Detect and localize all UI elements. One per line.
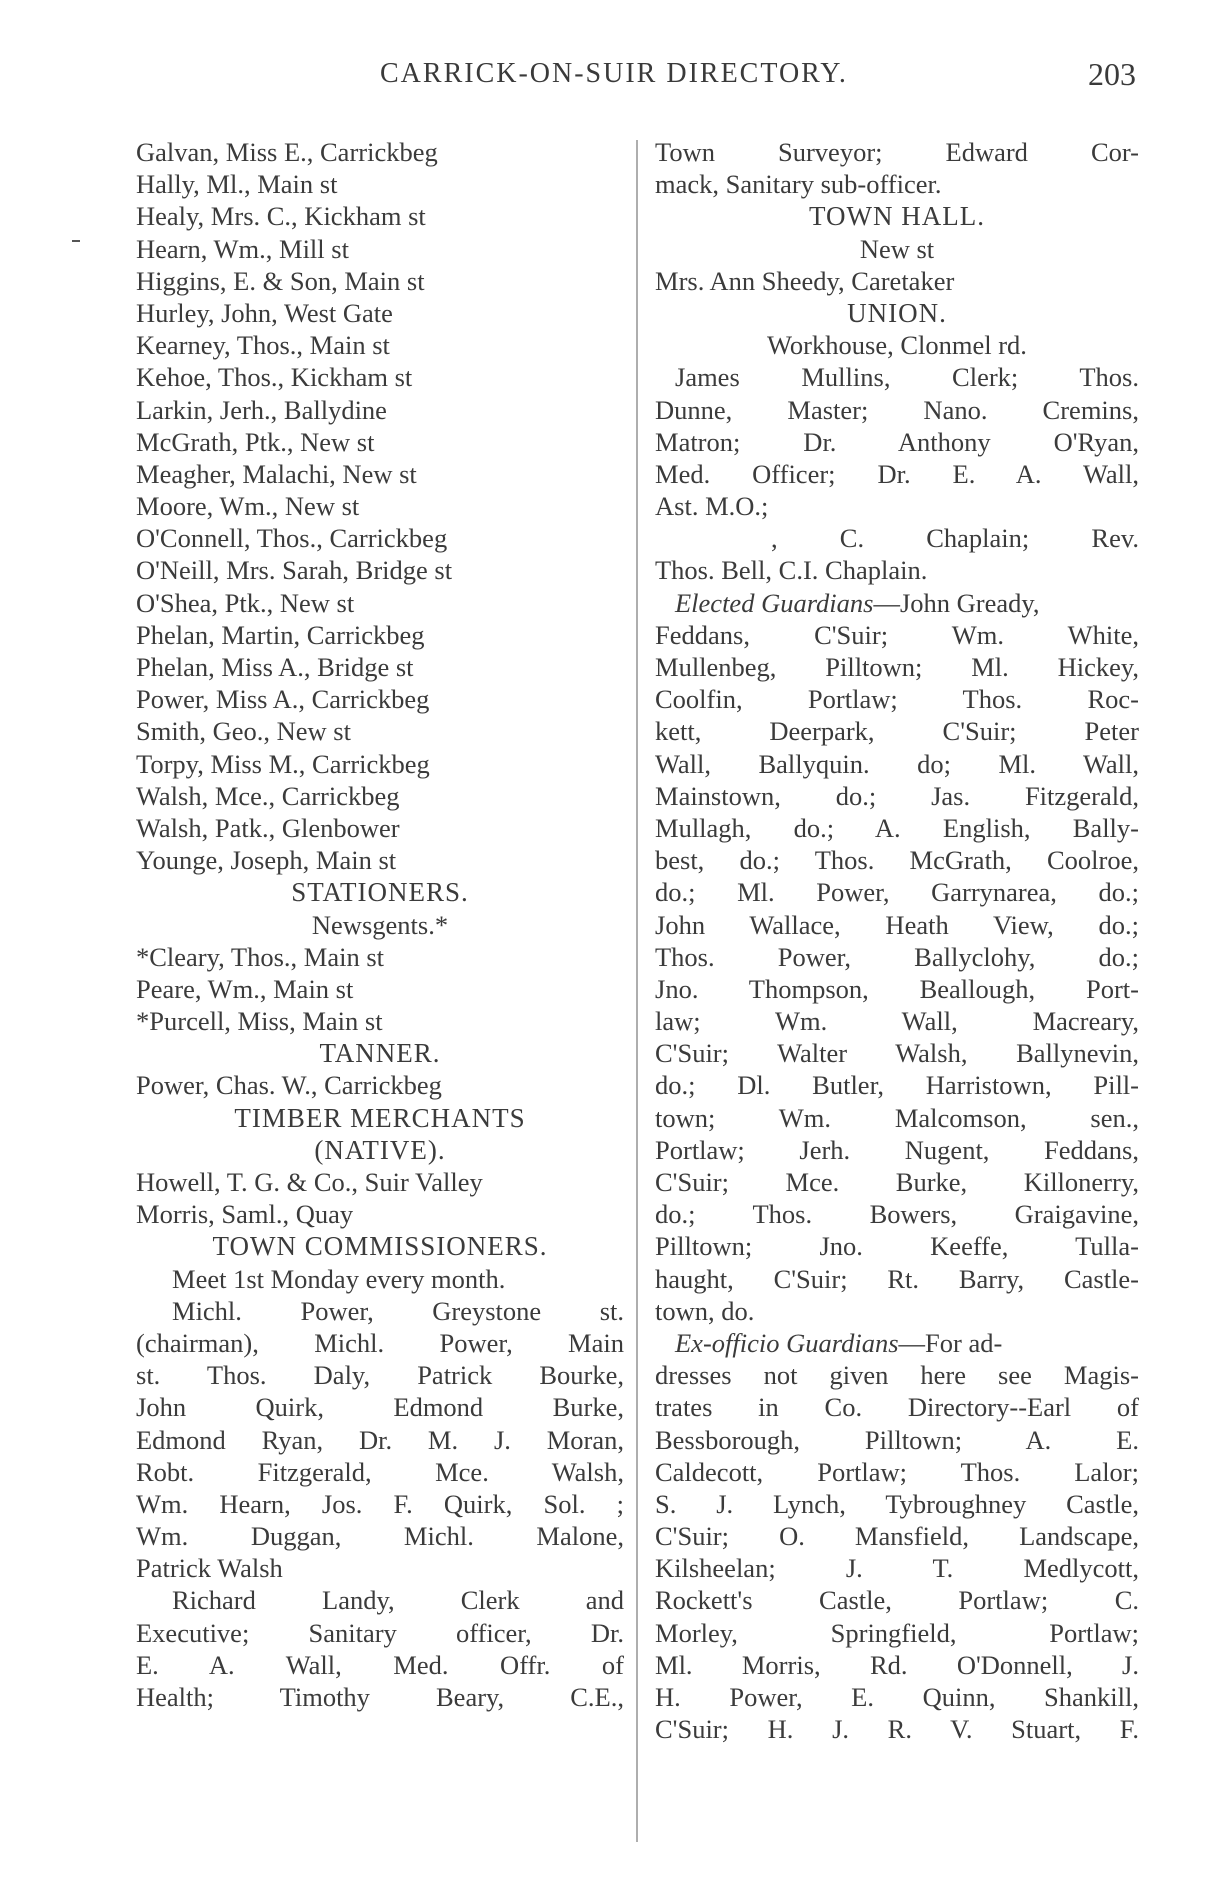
running-head bbox=[0, 58, 1214, 98]
page-number: 203 bbox=[1088, 56, 1136, 92]
paragraph-line: Thos. Power, Ballyclohy, do.; bbox=[655, 941, 1139, 972]
section-heading: TANNER. bbox=[319, 1038, 441, 1069]
paragraph-line: Wall, Ballyquin. do; Ml. Wall, bbox=[655, 748, 1139, 779]
entry: Howell, T. G. & Co., Suir Valley bbox=[136, 1167, 483, 1197]
margin-mark bbox=[72, 240, 80, 242]
paragraph-line: haught, C'Suir; Rt. Barry, Castle- bbox=[655, 1263, 1139, 1294]
entry: Galvan, Miss E., Carrickbeg bbox=[136, 137, 438, 167]
paragraph-line: Meet 1st Monday every month. bbox=[172, 1263, 506, 1294]
entry: Phelan, Miss A., Bridge st bbox=[136, 652, 414, 682]
paragraph-line: Bessborough, Pilltown; A. E. bbox=[655, 1424, 1139, 1455]
section-heading-continued: (NATIVE). bbox=[314, 1134, 446, 1165]
paragraph-line: Michl. Power, Greystone st. bbox=[172, 1295, 624, 1326]
paragraph-line: Mullagh, do.; A. English, Bally- bbox=[655, 812, 1139, 843]
paragraph-line bbox=[655, 1327, 1139, 1359]
entry: *Purcell, Miss, Main st bbox=[136, 1006, 383, 1037]
paragraph-line: do.; Dl. Butler, Harristown, Pill- bbox=[655, 1070, 1139, 1101]
paragraph-line: Feddans, C'Suir; Wm. White, bbox=[655, 619, 1139, 650]
section-subheading: New st bbox=[859, 233, 935, 264]
paragraph-line: James Mullins, Clerk; Thos. bbox=[675, 362, 1139, 393]
paragraph-line: C'Suir; Mce. Burke, Killonerry, bbox=[655, 1167, 1139, 1197]
paragraph-line: , C. Chaplain; Rev. bbox=[771, 523, 1139, 554]
section-heading: TOWN COMMISSIONERS. bbox=[212, 1231, 548, 1262]
paragraph-line: Ast. M.O.; bbox=[655, 491, 769, 522]
paragraph-text: —For ad- bbox=[898, 1327, 1003, 1358]
paragraph-line: town, do. bbox=[655, 1295, 755, 1326]
paragraph-line: Thos. Bell, C.I. Chaplain. bbox=[655, 555, 928, 586]
entry: *Cleary, Thos., Main st bbox=[136, 941, 385, 972]
paragraph-line: st. Thos. Daly, Patrick Bourke, bbox=[136, 1360, 624, 1391]
paragraph-line: do.; Thos. Bowers, Graigavine, bbox=[655, 1199, 1139, 1230]
section-subheading: Workhouse, Clonmel rd. bbox=[767, 330, 1027, 361]
entry: Power, Chas. W., Carrickbeg bbox=[136, 1070, 442, 1101]
entry: Younge, Joseph, Main st bbox=[136, 845, 397, 876]
paragraph-line: mack, Sanitary sub-officer. bbox=[655, 169, 942, 200]
section-heading: UNION. bbox=[847, 297, 947, 328]
entry: Power, Miss A., Carrickbeg bbox=[136, 684, 430, 715]
entry: Walsh, Mce., Carrickbeg bbox=[136, 780, 400, 811]
ex-officio-label: Ex-officio Guardians bbox=[675, 1327, 899, 1358]
paragraph-line: C'Suir; Walter Walsh, Ballynevin, bbox=[655, 1038, 1139, 1069]
entry: Phelan, Martin, Carrickbeg bbox=[136, 619, 425, 650]
entry: Larkin, Jerh., Ballydine bbox=[136, 394, 387, 425]
paragraph-line: law; Wm. Wall, Macreary, bbox=[655, 1006, 1139, 1037]
paragraph-line: kett, Deerpark, C'Suir; Peter bbox=[655, 716, 1139, 747]
entry: Peare, Wm., Main st bbox=[136, 973, 354, 1004]
paragraph-line: Edmond Ryan, Dr. M. J. Moran, bbox=[136, 1424, 624, 1455]
entry: Torpy, Miss M., Carrickbeg bbox=[136, 748, 430, 779]
paragraph-line: best, do.; Thos. McGrath, Coolroe, bbox=[655, 845, 1139, 876]
paragraph-line: Wm. Hearn, Jos. F. Quirk, Sol. ; bbox=[136, 1488, 624, 1519]
entry: Walsh, Patk., Glenbower bbox=[136, 812, 400, 843]
paragraph-line: Town Surveyor; Edward Cor- bbox=[655, 137, 1139, 167]
entry: Hally, Ml., Main st bbox=[136, 169, 338, 200]
paragraph-line: Caldecott, Portlaw; Thos. Lalor; bbox=[655, 1456, 1139, 1487]
entry: Moore, Wm., New st bbox=[136, 491, 360, 522]
paragraph-line: Pilltown; Jno. Keeffe, Tulla- bbox=[655, 1231, 1139, 1262]
entry: Kearney, Thos., Main st bbox=[136, 330, 390, 361]
paragraph-line: town; Wm. Malcomson, sen., bbox=[655, 1102, 1139, 1133]
paragraph-line: Ml. Morris, Rd. O'Donnell, J. bbox=[655, 1649, 1139, 1680]
paragraph-line: Executive; Sanitary officer, Dr. bbox=[136, 1617, 624, 1648]
entry: Smith, Geo., New st bbox=[136, 716, 351, 747]
paragraph-line: Med. Officer; Dr. E. A. Wall, bbox=[655, 458, 1139, 489]
paragraph-line: E. A. Wall, Med. Offr. of bbox=[136, 1649, 624, 1680]
entry: O'Shea, Ptk., New st bbox=[136, 587, 355, 618]
entry: O'Neill, Mrs. Sarah, Bridge st bbox=[136, 555, 453, 586]
paragraph-line: Matron; Dr. Anthony O'Ryan, bbox=[655, 426, 1139, 457]
paragraph-line: Mullenbeg, Pilltown; Ml. Hickey, bbox=[655, 652, 1139, 682]
paragraph-line: Rockett's Castle, Portlaw; C. bbox=[655, 1585, 1139, 1616]
paragraph-text: —John Gready, bbox=[873, 587, 1040, 618]
entry: Meagher, Malachi, New st bbox=[136, 458, 417, 489]
paragraph-line: Robt. Fitzgerald, Mce. Walsh, bbox=[136, 1456, 624, 1487]
paragraph-line: C'Suir; O. Mansfield, Landscape, bbox=[655, 1521, 1139, 1552]
entry: Hurley, John, West Gate bbox=[136, 297, 393, 328]
entry: Healy, Mrs. C., Kickham st bbox=[136, 201, 426, 232]
paragraph-line: Dunne, Master; Nano. Cremins, bbox=[655, 394, 1139, 425]
paragraph-line: John Quirk, Edmond Burke, bbox=[136, 1392, 624, 1423]
paragraph-line: Richard Landy, Clerk and bbox=[172, 1585, 624, 1616]
paragraph-line: John Wallace, Heath View, do.; bbox=[655, 909, 1139, 940]
section-subheading: Newsgents.* bbox=[311, 909, 449, 940]
paragraph-line: do.; Ml. Power, Garrynarea, do.; bbox=[655, 877, 1139, 908]
paragraph-line: (chairman), Michl. Power, Main bbox=[136, 1327, 624, 1358]
entry: Morris, Saml., Quay bbox=[136, 1199, 354, 1230]
section-heading: STATIONERS. bbox=[291, 877, 469, 908]
left-column bbox=[136, 136, 624, 1713]
paragraph-line: H. Power, E. Quinn, Shankill, bbox=[655, 1682, 1139, 1712]
guardians-label: Elected Guardians bbox=[675, 587, 874, 618]
page-title: CARRICK-ON-SUIR DIRECTORY. bbox=[380, 58, 848, 89]
entry: Kehoe, Thos., Kickham st bbox=[136, 362, 413, 393]
entry: McGrath, Ptk., New st bbox=[136, 426, 375, 457]
paragraph-line bbox=[655, 587, 1139, 619]
paragraph-line: S. J. Lynch, Tybroughney Castle, bbox=[655, 1488, 1139, 1519]
entry: Mrs. Ann Sheedy, Caretaker bbox=[655, 265, 955, 296]
paragraph-line: Morley, Springfield, Portlaw; bbox=[655, 1617, 1139, 1648]
entry: O'Connell, Thos., Carrickbeg bbox=[136, 523, 448, 554]
right-column bbox=[655, 136, 1139, 1745]
entry: Hearn, Wm., Mill st bbox=[136, 233, 349, 264]
paragraph-line: Jno. Thompson, Beallough, Port- bbox=[655, 973, 1139, 1004]
column-divider bbox=[636, 140, 638, 1842]
paragraph-line: Coolfin, Portlaw; Thos. Roc- bbox=[655, 684, 1139, 715]
paragraph-line: dresses not given here see Magis- bbox=[655, 1360, 1139, 1391]
paragraph-line: trates in Co. Directory--Earl of bbox=[655, 1392, 1139, 1423]
paragraph-line: Health; Timothy Beary, C.E., bbox=[136, 1682, 624, 1712]
section-heading: TOWN HALL. bbox=[809, 201, 985, 232]
paragraph-line: Portlaw; Jerh. Nugent, Feddans, bbox=[655, 1134, 1139, 1165]
paragraph-line: Patrick Walsh bbox=[136, 1553, 283, 1584]
section-heading: TIMBER MERCHANTS bbox=[234, 1102, 526, 1133]
paragraph-line: Mainstown, do.; Jas. Fitzgerald, bbox=[655, 780, 1139, 811]
paragraph-line: C'Suir; H. J. R. V. Stuart, F. bbox=[655, 1714, 1139, 1745]
paragraph-line: Wm. Duggan, Michl. Malone, bbox=[136, 1521, 624, 1552]
entry: Higgins, E. & Son, Main st bbox=[136, 265, 425, 296]
paragraph-line: Kilsheelan; J. T. Medlycott, bbox=[655, 1553, 1139, 1584]
